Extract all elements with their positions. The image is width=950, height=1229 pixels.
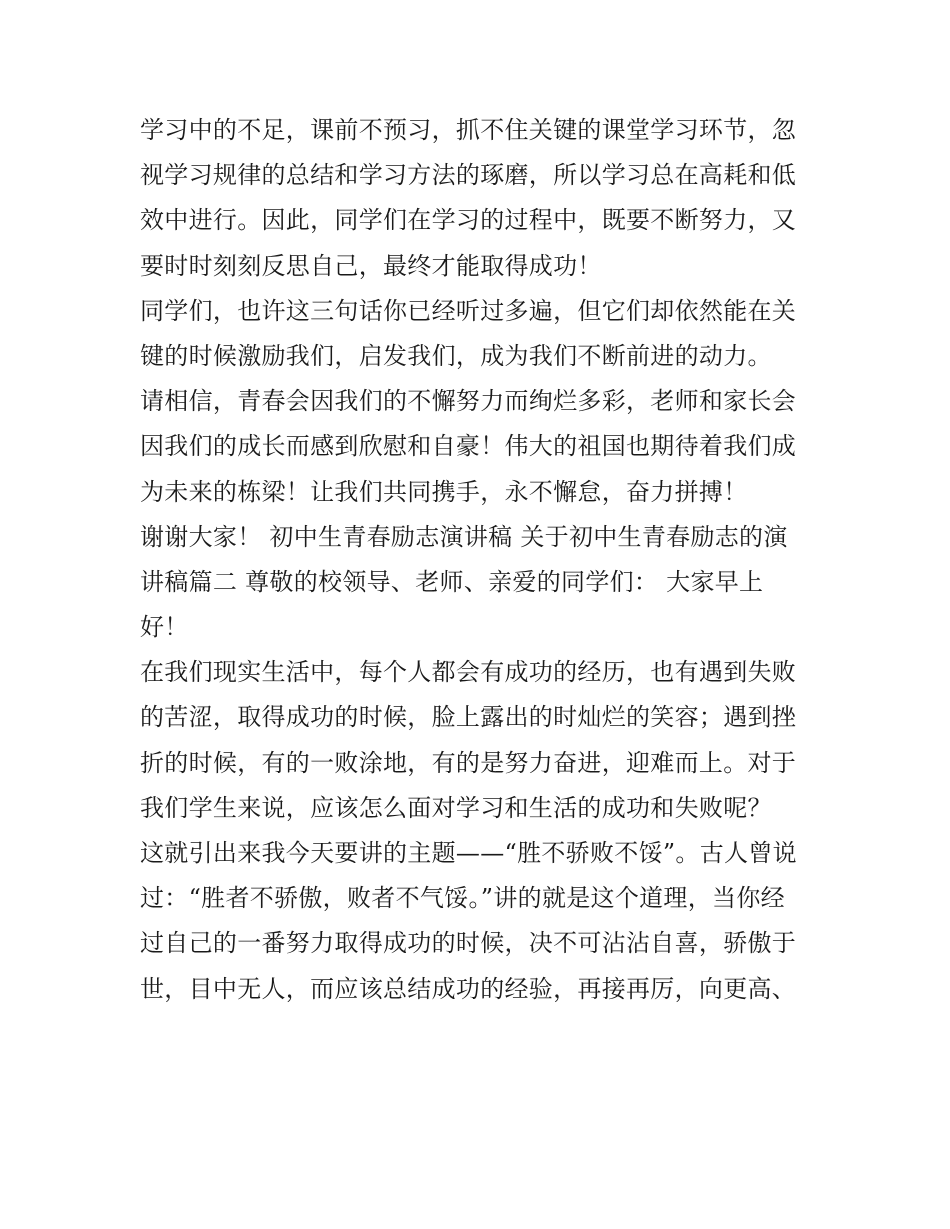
text-line: 的苦涩，取得成功的时候，脸上露出的时灿烂的笑容；遇到挫 bbox=[140, 703, 797, 732]
text-line: 讲稿篇二 尊敬的校领导、老师、亲爱的同学们： 大家早上 bbox=[140, 567, 764, 596]
text-line: 过：“胜者不骄傲，败者不气馁。”讲的就是这个道理，当你经 bbox=[140, 884, 785, 913]
text-line: 键的时候激励我们，启发我们，成为我们不断前进的动力。 bbox=[140, 341, 772, 370]
text-line: 世，目中无人，而应该总结成功的经验，再接再厉，向更高、 bbox=[140, 974, 797, 1003]
text-line: 好！ bbox=[140, 613, 189, 642]
text-line: 视学习规律的总结和学习方法的琢磨，所以学习总在高耗和低 bbox=[140, 161, 797, 190]
text-line: 为未来的栋梁！让我们共同携手，永不懈怠，奋力拼搏！ bbox=[140, 477, 748, 506]
text-line: 我们学生来说，应该怎么面对学习和生活的成功和失败呢？ bbox=[140, 793, 772, 822]
text-line: 请相信，青春会因我们的不懈努力而绚烂多彩，老师和家长会 bbox=[140, 387, 797, 416]
text-line: 在我们现实生活中，每个人都会有成功的经历，也有遇到失败 bbox=[140, 658, 797, 687]
text-line: 学习中的不足，课前不预习，抓不住关键的课堂学习环节，忽 bbox=[140, 116, 797, 144]
text-line: 过自己的一番努力取得成功的时候，决不可沾沾自喜，骄傲于 bbox=[140, 929, 797, 958]
text-line: 这就引出来我今天要讲的主题——“胜不骄败不馁”。古人曾说 bbox=[140, 839, 797, 867]
text-line: 折的时候，有的一败涂地，有的是努力奋进，迎难而上。对于 bbox=[140, 748, 797, 777]
document-body bbox=[140, 108, 830, 1012]
text-line: 同学们，也许这三句话你已经听过多遍，但它们却依然能在关 bbox=[140, 296, 797, 325]
text-line: 效中进行。因此，同学们在学习的过程中，既要不断努力，又 bbox=[140, 206, 797, 235]
text-line: 谢谢大家！ 初中生青春励志演讲稿 关于初中生青春励志的演 bbox=[140, 522, 788, 551]
text-line: 要时时刻刻反思自己，最终才能取得成功！ bbox=[140, 251, 602, 280]
text-line: 因我们的成长而感到欣慰和自豪！伟大的祖国也期待着我们成 bbox=[140, 432, 797, 461]
